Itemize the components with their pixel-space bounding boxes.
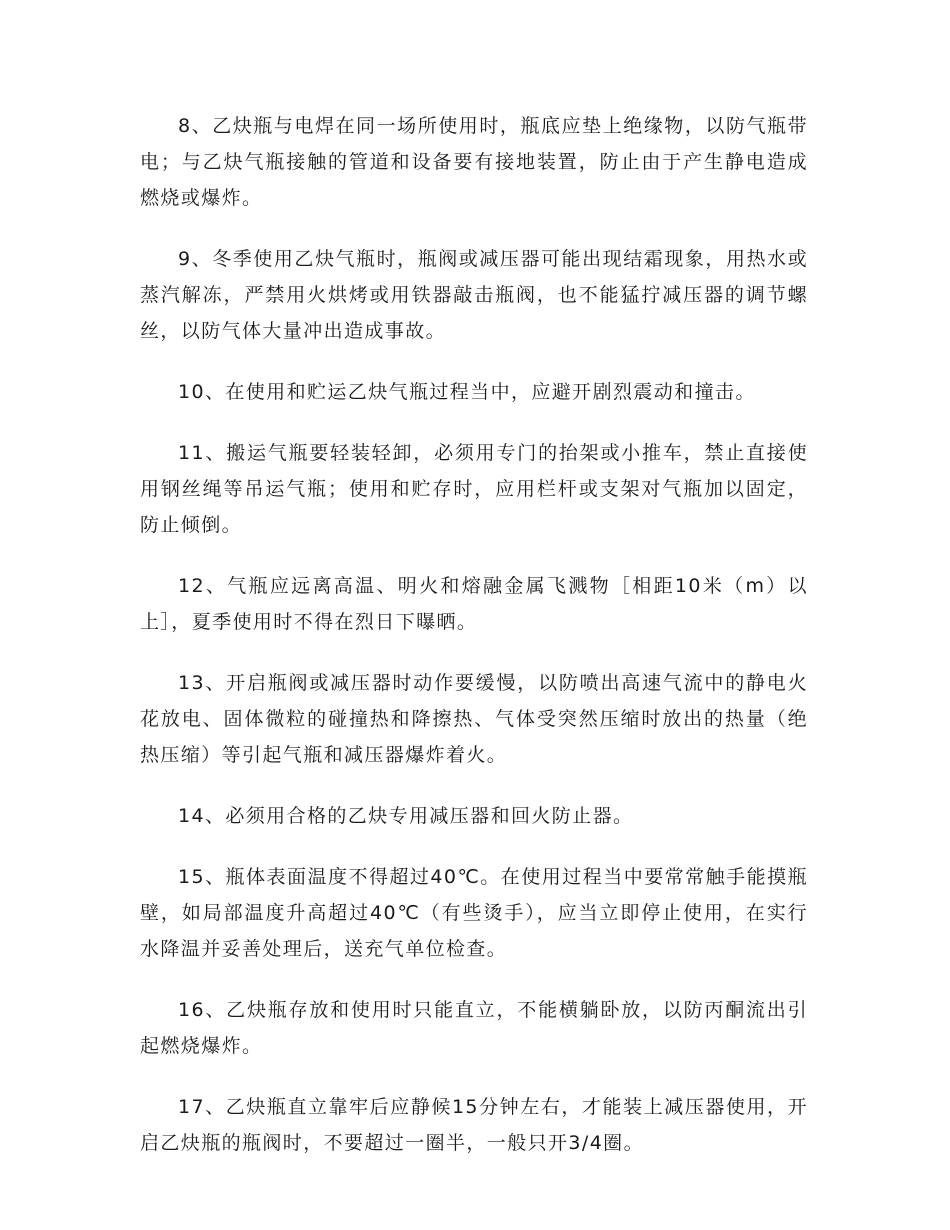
paragraph-item-10: 10、在使用和贮运乙炔气瓶过程当中，应避开剧烈震动和撞击。 (178, 381, 756, 403)
paragraph-item-15: 15、瓶体表面温度不得超过40℃。在使用过程当中要常常触手能摸瓶壁，如局部温度升高超过40℃（有些烫手），应当立即停止使用，在实行水降温并妥善处理后，送充气单位检查。 (140, 866, 808, 960)
paragraph-item-8: 8、乙炔瓶与电焊在同一场所使用时，瓶底应垫上绝缘物，以防气瓶带电；与乙炔气瓶接触的管道和设备要有接地装置，防止由于产生静电造成燃烧或爆炸。 (140, 115, 808, 209)
paragraph-item-16: 16、乙炔瓶存放和使用时只能直立，不能横躺卧放，以防丙酮流出引起燃烧爆炸。 (140, 999, 808, 1057)
paragraph-item-11: 11、搬运气瓶要轻装轻卸，必须用专门的抬架或小推车，禁止直接使用钢丝绳等吊运气瓶；使用和贮存时，应用栏杆或支架对气瓶加以固定，防止倾倒。 (140, 442, 808, 536)
paragraph-item-13: 13、开启瓶阀或减压器时动作要缓慢，以防喷出高速气流中的静电火花放电、固体微粒的碰撞热和降擦热、气体受突然压缩时放出的热量（绝热压缩）等引起气瓶和减压器爆炸着火。 (140, 672, 808, 766)
paragraph-item-12: 12、气瓶应远离高温、明火和熔融金属飞溅物［相距10米（m）以上］，夏季使用时不得在烈日下曝晒。 (140, 575, 808, 633)
paragraph-item-17: 17、乙炔瓶直立靠牢后应静候15分钟左右，才能装上减压器使用，开启乙炔瓶的瓶阀时，不要超过一圈半，一般只开3/4圈。 (140, 1096, 808, 1154)
paragraph-item-14: 14、必须用合格的乙炔专用减压器和回火防止器。 (178, 805, 634, 827)
document-body (140, 108, 808, 1186)
paragraph-item-9: 9、冬季使用乙炔气瓶时，瓶阀或减压器可能出现结霜现象，用热水或蒸汽解冻，严禁用火烘烤或用铁器敲击瓶阀，也不能猛拧减压器的调节螺丝，以防气体大量冲出造成事故。 (140, 248, 808, 342)
